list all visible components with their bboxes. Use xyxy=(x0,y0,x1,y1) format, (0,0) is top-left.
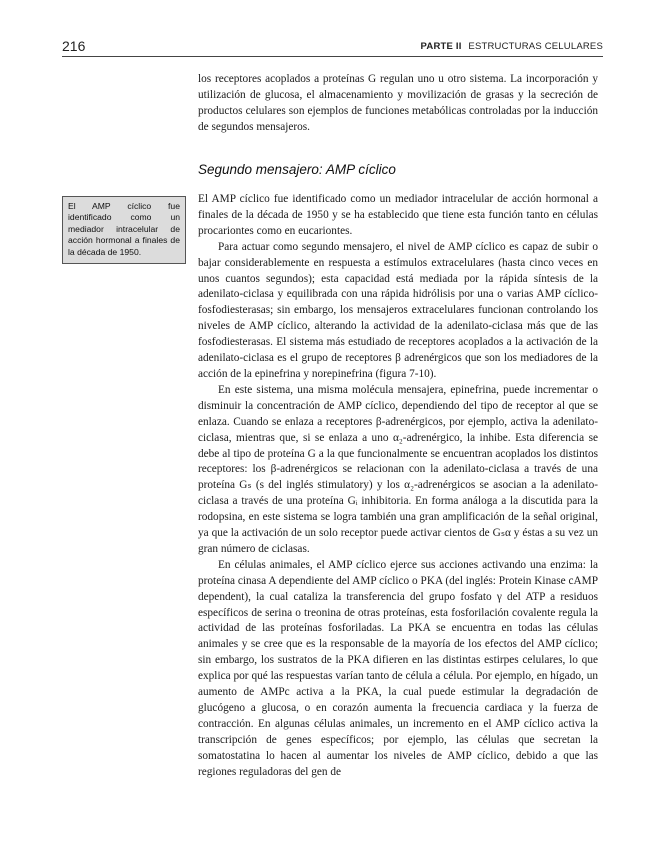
section-heading: Segundo mensajero: AMP cíclico xyxy=(198,162,396,177)
intro-paragraph xyxy=(198,72,598,136)
paragraph: los receptores acoplados a proteínas G regulan uno u otro sistema. La incorporación y utilización de glucosa, el almacenamiento y movilización de grasas y la secreción de productos celulares son ejemplos de funciones metabólicas controladas por la inducción de segundos mensajeros. xyxy=(198,73,598,133)
main-text xyxy=(198,192,598,781)
page-number: 216 xyxy=(62,38,86,54)
part-label: PARTE II xyxy=(420,41,462,52)
part-title: ESTRUCTURAS CELULARES xyxy=(468,41,603,52)
header-rule xyxy=(62,56,603,57)
paragraph: En células animales, el AMP cíclico ejerce sus acciones activando una enzima: la proteína cinasa A dependiente del AMP cíclico o PKA (del inglés: Protein Kinase cAMP dependent), la cual cataliza la transferencia del grupo fosfato γ del ATP a residuos específicos de serina o treonina de otras proteínas, esta fosforilación covalente regula la actividad de las proteínas fosforiladas. La PKA se encuentra en todas las células animales y se cree que es la responsable de la mayoría de los efectos del AMP cíclico; sin embargo, los sustratos de la PKA difieren en las distintas estirpes celulares, lo que explica por qué las respuestas varían tanto de célula a célula. Por ejemplo, en hígado, un aumento de AMPc activa a la PKA, la cual puede estimular la degradación de glucógeno a glucosa, o en corazón aumenta la frecuencia cardiaca y la fuerza de contracción. En algunas células animales, un incremento en el AMP cíclico activa la transcripción de genes específicos; por ejemplo, las células que secretan la somatostatina lo hacen al aumentar los niveles de AMP cíclico, debido a que las regiones reguladoras del gen de xyxy=(198,558,598,778)
paragraph: Para actuar como segundo mensajero, el nivel de AMP cíclico es capaz de subir o bajar considerablemente en respuesta a estímulos extracelulares (hasta cinco veces en unos cuantos segundos); esta capacidad está mediada por la rápida síntesis de la adenilato-ciclasa y equilibrada con una rápida hidrólisis por una o varias AMP cíclico-fosfodiesterasas; sin embargo, los mensajeros extracelulares funcionan controlando los niveles de AMP cíclico, alterando la actividad de la adenilato-ciclasa más que de las fosfodiesterasas. El sistema más estudiado de receptores acoplados a la activación de la adenilato-ciclasa es el grupo de receptores β adrenérgicos que son los mediadores de la acción de la epinefrina y norepinefrina (figura 7-10). xyxy=(198,240,598,380)
paragraph: En este sistema, una misma molécula mensajera, epinefrina, puede incrementar o disminuir la concentración de AMP cíclico, dependiendo del tipo de receptor al que se enlaza. Cuando se enlaza a receptores β-adrenérgicos, por ejemplo, activa la adenilato-ciclasa, mientras que, si se enlaza a uno α₂-adrenérgico, la inhibe. Esta diferencia se debe al tipo de proteína G a la que funcionalmente se encuentran acoplados los distintos receptores: los β-adrenérgicos se relacionan con la adenilato-ciclasa a través de una proteína Gₛ (s del inglés stimulatory) y los α₂-adrenérgicos se asocian a la adenilato-ciclasa a través de una proteína Gᵢ inhibitoria. En forma análoga a la discutida para la rodopsina, en este sistema se logra también una gran amplificación de la señal original, ya que la activación de un solo receptor puede activar cientos de Gₛα y éstas a su vez un gran número de ciclasas. xyxy=(198,383,598,555)
margin-note: El AMP cíclico fue identificado como un mediador intracelular de acción hormonal a finales de la década de 1950. xyxy=(62,196,186,264)
paragraph: El AMP cíclico fue identificado como un mediador intracelular de acción hormonal a finales de la década de 1950 y se ha establecido que tiene esta función tanto en células procariontes como en eucariontes. xyxy=(198,193,598,237)
running-head xyxy=(421,41,603,52)
